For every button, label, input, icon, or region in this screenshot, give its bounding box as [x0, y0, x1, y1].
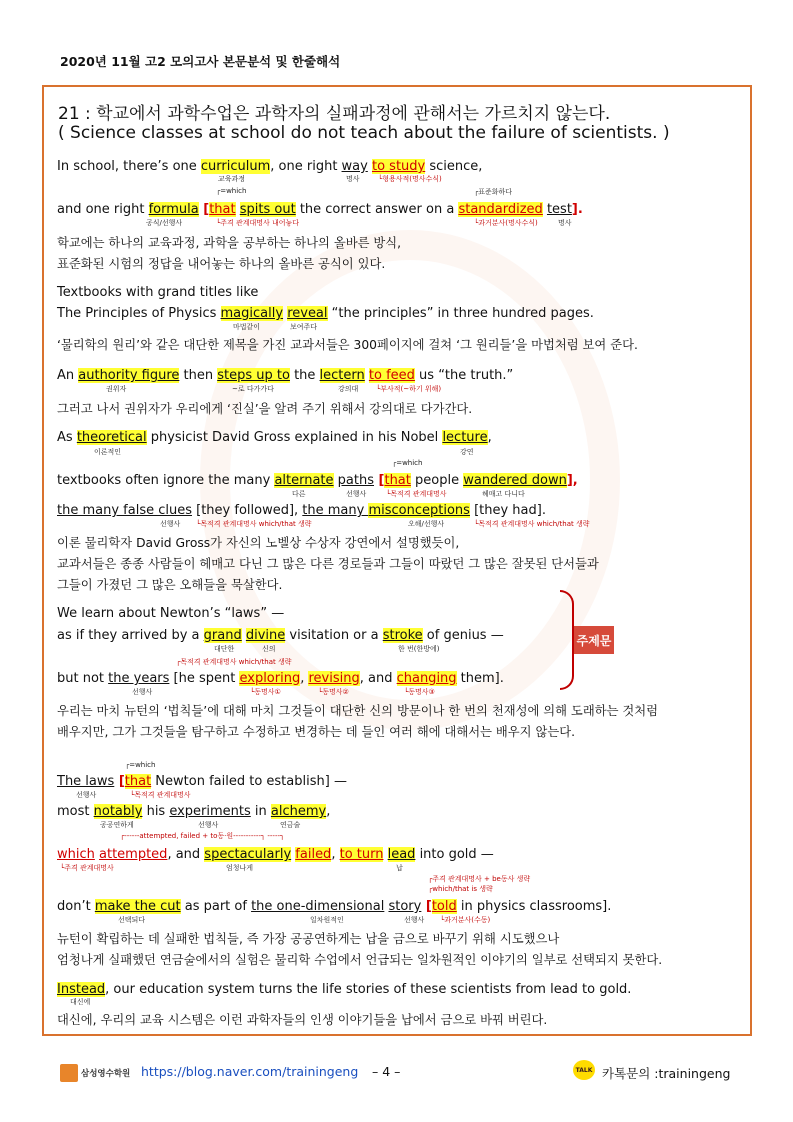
sentence-8: the many false clues [they followed], the many misconceptions [they had].: [57, 503, 546, 518]
note: └목적격 관계대명사: [386, 490, 447, 498]
translation-4b: 교과서들은 종종 사람들이 헤매고 다닌 그 많은 다른 경로들과 그들이 따랐던 그 많은 잘못된 단서들과: [57, 557, 599, 571]
note: └부사적(~하기 위해): [376, 385, 442, 393]
note: 선행사: [132, 688, 153, 696]
note: ~로 다가가다: [232, 385, 274, 393]
academy-logo-icon: [60, 1064, 78, 1082]
note: 헤매고 다니다: [482, 490, 525, 498]
translation-4a: 이론 물리학자 David Gross가 자신의 노벨상 수상자 강연에서 설명했듯이,: [57, 536, 460, 550]
theme-bracket: [560, 590, 574, 690]
sentence-10: as if they arrived by a grand divine visitation or a stroke of genius —: [57, 628, 504, 643]
note: 대단한: [214, 645, 235, 653]
theme-sentence-badge: 주제문: [574, 626, 614, 654]
kakaotalk-icon: TALK: [573, 1060, 595, 1080]
note: 선행사: [404, 916, 425, 924]
sentence-7: textbooks often ignore the many alternate paths [that people wandered down],: [57, 473, 578, 488]
note: └주격 관계대명사: [60, 864, 114, 872]
note: 선행사: [198, 821, 219, 829]
sentence-5: An authority figure then steps up to the lectern to feed us “the truth.”: [57, 368, 514, 383]
sentence-6: As theoretical physicist David Gross explained in his Nobel lecture,: [57, 430, 492, 445]
note: 오해/선행사: [408, 520, 445, 528]
translation-4c: 그들이 가졌던 그 많은 오해들을 묵살한다.: [57, 578, 283, 592]
note: 명사: [346, 175, 360, 183]
note: └목적격 관계대명사 which/that 생략: [474, 520, 590, 528]
note: 교육과정: [218, 175, 246, 183]
sentence-12: The laws [that Newton failed to establish] —: [57, 774, 347, 789]
note: 선행사: [346, 490, 367, 498]
note: └과거분사(수동): [440, 916, 491, 924]
note: 납: [396, 864, 403, 872]
note: ┌=which: [392, 459, 423, 467]
note: 연금술: [280, 821, 301, 829]
translation-1b: 표준화된 시험의 정답을 내어놓는 하나의 올바른 공식이 있다.: [57, 257, 386, 271]
footer: [0, 1060, 793, 1086]
note: ┌------attempted, failed + to동·원-----------┐ -----┐: [120, 832, 285, 840]
sentence-13: most notably his experiments in alchemy,: [57, 804, 331, 819]
sentence-14: which attempted, and spectacularly failed, to turn lead into gold —: [57, 847, 494, 862]
note: 마법같이: [233, 323, 261, 331]
sentence-16: Instead, our education system turns the life stories of these scientists from lead to gold.: [57, 982, 632, 997]
note: 보여주다: [290, 323, 318, 331]
translation-6a: 뉴턴이 확립하는 데 실패한 법칙들, 즉 가장 공공연하게는 납을 금으로 바꾸기 위해 시도했으나: [57, 932, 560, 946]
sentence-3: Textbooks with grand titles like: [57, 285, 259, 300]
academy-name: 삼성영수학원: [81, 1069, 131, 1079]
academy-logo: [60, 1064, 138, 1082]
note: 일차원적인: [310, 916, 344, 924]
sentence-9: We learn about Newton’s “laws” —: [57, 606, 285, 621]
note: └동명사②: [318, 688, 349, 696]
sentence-11: but not the years [he spent exploring, revising, and changing them].: [57, 671, 504, 686]
note: └목적격 관계대명사 which/that 생략: [196, 520, 312, 528]
note: 명사: [558, 219, 572, 227]
note: ┌목적격 관계대명사 which/that 생략: [176, 658, 292, 666]
note: └주격 관계대명사 내어놓다: [216, 219, 300, 227]
translation-5a: 우리는 마치 뉴턴의 ‘법칙들’에 대해 마치 그것들이 대단한 신의 방문이나 한 번의 천재성에 의해 도래하는 것처럼: [57, 704, 658, 718]
note: 강연: [460, 448, 474, 456]
note: 한 번(한방에): [398, 645, 440, 653]
note: └동명사①: [250, 688, 281, 696]
note: ┌주격 관계대명사 + be동사 생략: [428, 875, 531, 883]
sentence-15: don’t make the cut as part of the one-dimensional story [told in physics classrooms].: [57, 899, 612, 914]
translation-2: ‘물리학의 원리’와 같은 대단한 제목을 가진 교과서들은 300페이지에 걸쳐 ‘그 원리들’을 마법처럼 보여 준다.: [57, 338, 638, 352]
title-ko: 21 : 학교에서 과학수업은 과학자의 실패과정에 관해서는 가르치지 않는다.: [58, 104, 611, 124]
title-en: ( Science classes at school do not teach about the failure of scientists. ): [58, 123, 670, 143]
translation-5b: 배우지만, 그가 그것들을 탐구하고 수정하고 변경하는 데 들인 여러 해에 대해서는 배우지 않는다.: [57, 725, 575, 739]
blog-link[interactable]: https://blog.naver.com/trainingeng: [141, 1064, 359, 1079]
note: 신의: [262, 645, 276, 653]
note: └과거분사(명사수식): [474, 219, 538, 227]
note: 선택되다: [118, 916, 146, 924]
sentence-2: and one right formula [that spits out the correct answer on a standardized test].: [57, 202, 583, 217]
note: 공공연하게: [100, 821, 134, 829]
note: 강의대: [338, 385, 359, 393]
note: 선행사: [160, 520, 181, 528]
note: └동명사③: [404, 688, 435, 696]
note: 선행사: [76, 791, 97, 799]
page-number: – 4 –: [372, 1064, 401, 1079]
note: 권위자: [106, 385, 127, 393]
note: ┌표준화하다: [474, 188, 513, 196]
note: └목적격 관계대명사: [130, 791, 191, 799]
sentence-4: The Principles of Physics magically reveal “the principles” in three hundred pages.: [57, 306, 594, 321]
note: └형용사적(명사수식): [378, 175, 442, 183]
kakao-contact: 카톡문의 :trainingeng: [602, 1066, 731, 1081]
translation-7: 대신에, 우리의 교육 시스템은 이런 과학자들의 인생 이야기들을 납에서 금으로 바꿔 버린다.: [57, 1013, 548, 1027]
note: 이론적인: [94, 448, 122, 456]
sentence-1: In school, there’s one curriculum, one right way to study science,: [57, 159, 483, 174]
note: 다른: [292, 490, 306, 498]
note: ┌=which: [216, 187, 247, 195]
note: 공식/선행사: [146, 219, 183, 227]
note: 엄청나게: [226, 864, 254, 872]
note: 대신에: [70, 998, 91, 1006]
note: ┌=which: [125, 761, 156, 769]
translation-3: 그러고 나서 권위자가 우리에게 ‘진실’을 알려 주기 위해서 강의대로 다가간다.: [57, 402, 473, 416]
note: ┌which/that is 생략: [428, 885, 493, 893]
translation-6b: 엄청나게 실패했던 연금술에서의 실험은 물리학 수업에서 언급되는 일차원적인 이야기의 일부로 선택되지 못한다.: [57, 953, 663, 967]
translation-1a: 학교에는 하나의 교육과정, 과학을 공부하는 하나의 올바른 방식,: [57, 236, 402, 250]
page-header: 2020년 11월 고2 모의고사 본문분석 및 한줄해석: [60, 54, 341, 69]
